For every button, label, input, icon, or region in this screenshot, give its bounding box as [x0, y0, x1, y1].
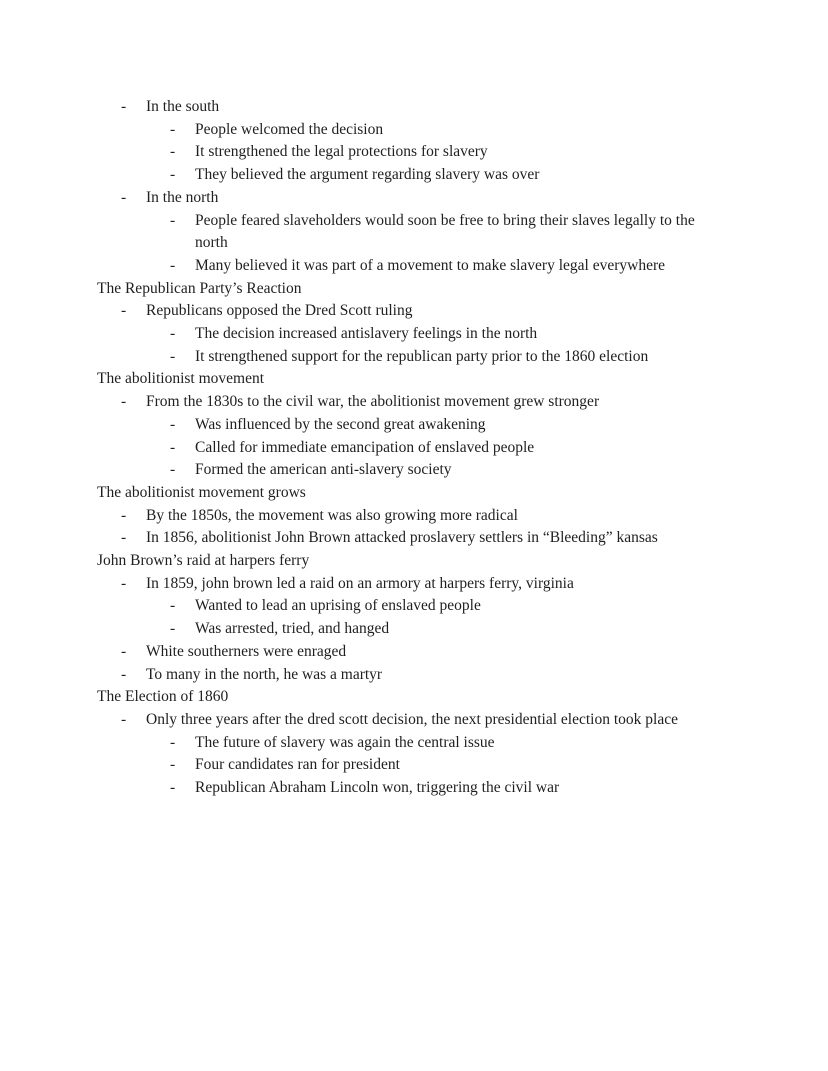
bullet-dash-icon: -: [121, 393, 127, 411]
outline-item: [0, 595, 828, 618]
bullet-dash-icon: -: [121, 642, 127, 660]
outline-item-text: People feared slaveholders would soon be free to bring their slaves legally to the north: [195, 211, 695, 252]
section-heading: [0, 482, 828, 505]
bullet-dash-icon: -: [170, 415, 176, 433]
outline-item: [0, 96, 828, 119]
outline-item-text: Republican Abraham Lincoln won, triggering the civil war: [195, 779, 560, 797]
outline-item: [0, 664, 828, 687]
bullet-dash-icon: -: [170, 438, 176, 456]
outline-item: [0, 141, 828, 164]
bullet-dash-icon: -: [170, 733, 176, 751]
outline-item-text: It strengthened support for the republican party prior to the 1860 election: [195, 347, 649, 365]
bullet-dash-icon: -: [121, 98, 127, 115]
outline-item-text: It strengthened the legal protections for slavery: [195, 143, 488, 161]
outline-item: [0, 527, 828, 550]
outline-item-text: Four candidates ran for president: [195, 756, 400, 774]
bullet-dash-icon: -: [170, 597, 176, 615]
outline-item-text: Republicans opposed the Dred Scott ruling: [146, 302, 413, 320]
outline-item: [0, 618, 828, 641]
outline-item: [0, 119, 828, 142]
outline-item: [0, 709, 828, 732]
outline-item-text: Was arrested, tried, and hanged: [195, 620, 390, 638]
section-heading: [0, 368, 828, 391]
outline-item-text: From the 1830s to the civil war, the abolitionist movement grew stronger: [146, 393, 600, 411]
outline-item: [0, 777, 828, 800]
outline-item: [0, 641, 828, 664]
outline-item: [0, 437, 828, 460]
outline-item: [0, 391, 828, 414]
section-heading-text: The abolitionist movement: [97, 370, 265, 388]
section-heading-text: The abolitionist movement grows: [97, 483, 306, 501]
bullet-dash-icon: -: [170, 779, 176, 797]
bullet-dash-icon: -: [121, 506, 127, 524]
outline-item-text: In 1856, abolitionist John Brown attacked proslavery settlers in “Bleeding” kansas: [146, 529, 658, 547]
section-heading: [0, 550, 828, 573]
bullet-dash-icon: -: [170, 756, 176, 774]
outline-item-text: The decision increased antislavery feelings in the north: [195, 325, 538, 343]
document-page: [0, 96, 828, 800]
outline-item: [0, 323, 828, 346]
outline-item: [0, 255, 828, 278]
outline-item-text: Many believed it was part of a movement to make slavery legal everywhere: [195, 256, 665, 274]
outline-item: [0, 754, 828, 777]
outline-item: [0, 573, 828, 596]
bullet-dash-icon: -: [121, 188, 127, 206]
bullet-dash-icon: -: [170, 620, 176, 638]
outline-item-text: By the 1850s, the movement was also growing more radical: [146, 506, 518, 524]
outline-item: [0, 164, 828, 187]
outline-item-text: The future of slavery was again the central issue: [195, 733, 495, 751]
outline-item: [0, 346, 828, 369]
outline-item-text: People welcomed the decision: [195, 120, 384, 138]
outline-item-text: Was influenced by the second great awakening: [195, 415, 486, 433]
outline-item: [0, 732, 828, 755]
outline-item: [0, 187, 828, 210]
outline-item: [0, 300, 828, 323]
section-heading: [0, 686, 828, 709]
section-heading-text: John Brown’s raid at harpers ferry: [97, 552, 310, 570]
outline-item-text: In the north: [146, 188, 219, 206]
outline-item-text: Formed the american anti-slavery society: [195, 461, 452, 479]
bullet-dash-icon: -: [121, 710, 127, 728]
bullet-dash-icon: -: [121, 665, 127, 683]
bullet-dash-icon: -: [121, 574, 127, 592]
bullet-dash-icon: -: [170, 256, 176, 274]
bullet-dash-icon: -: [170, 166, 176, 184]
bullet-dash-icon: -: [170, 143, 176, 161]
bullet-dash-icon: -: [170, 211, 176, 229]
outline-item: [0, 505, 828, 528]
bullet-dash-icon: -: [170, 461, 176, 479]
section-heading-text: The Republican Party’s Reaction: [97, 279, 302, 297]
bullet-dash-icon: -: [121, 302, 127, 320]
outline-item-text: Called for immediate emancipation of enslaved people: [195, 438, 535, 456]
bullet-dash-icon: -: [170, 325, 176, 343]
outline-item: [0, 210, 828, 255]
bullet-dash-icon: -: [170, 120, 176, 138]
outline-item-text: White southerners were enraged: [146, 642, 347, 660]
outline-item-text: To many in the north, he was a martyr: [146, 665, 383, 683]
section-heading: [0, 278, 828, 301]
outline-item-text: In the south: [146, 98, 220, 115]
outline-item-text: They believed the argument regarding slavery was over: [195, 166, 540, 184]
outline-item-text: Only three years after the dred scott decision, the next presidential election took place: [146, 710, 678, 728]
bullet-dash-icon: -: [170, 347, 176, 365]
bullet-dash-icon: -: [121, 529, 127, 547]
section-heading-text: The Election of 1860: [97, 688, 229, 706]
outline-item-text: Wanted to lead an uprising of enslaved people: [195, 597, 481, 615]
outline-item: [0, 459, 828, 482]
outline-item-text: In 1859, john brown led a raid on an armory at harpers ferry, virginia: [146, 574, 574, 592]
outline-item: [0, 414, 828, 437]
